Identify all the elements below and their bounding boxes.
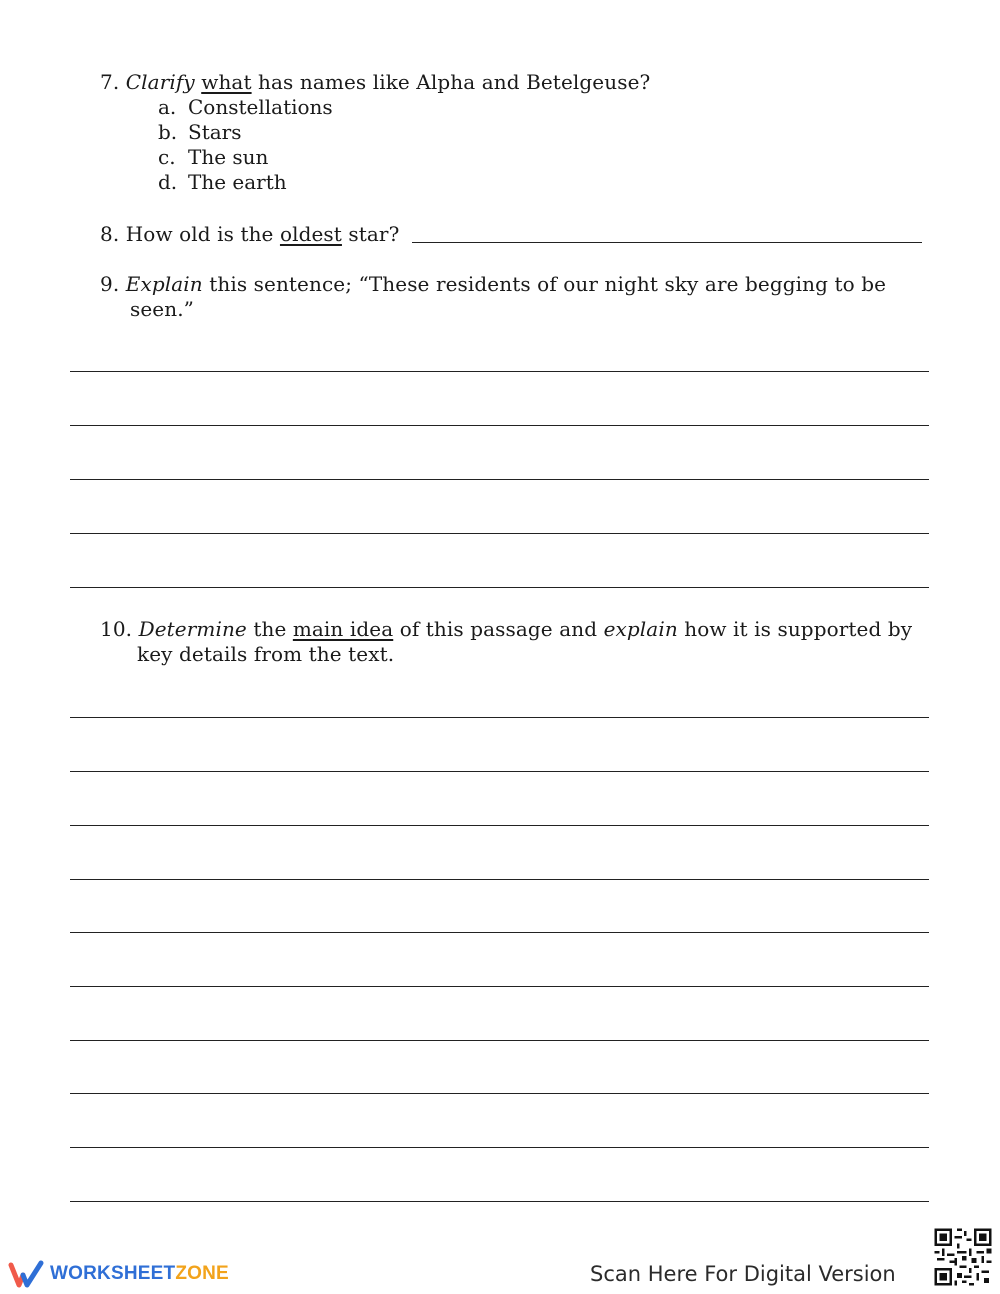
option-text: The sun (188, 145, 269, 169)
question-7 (100, 70, 650, 95)
question-verb: Determine (138, 617, 247, 641)
answer-blank-q8[interactable] (412, 242, 922, 243)
underlined-word: oldest (279, 222, 342, 246)
question-text: has names like Alpha and Betelgeuse? (251, 70, 651, 94)
qr-code-icon[interactable] (932, 1226, 994, 1288)
answer-line[interactable] (70, 1040, 929, 1041)
option-text: Constellations (188, 95, 333, 119)
question-verb: Explain (125, 272, 203, 296)
logo-word-worksheet: WORKSHEET (50, 1263, 176, 1284)
answer-line[interactable] (70, 986, 929, 987)
option-text: The earth (188, 170, 287, 194)
underlined-word: what (201, 70, 252, 94)
answer-line[interactable] (70, 771, 929, 772)
answer-line[interactable] (70, 932, 929, 933)
answer-line[interactable] (70, 1147, 929, 1148)
option-b (158, 120, 242, 145)
option-d (158, 170, 287, 195)
question-10-line-2: key details from the text. (137, 642, 395, 666)
question-text: how it is supported by (677, 617, 913, 641)
option-c (158, 145, 268, 170)
option-a (158, 95, 333, 120)
answer-line[interactable] (70, 1093, 929, 1094)
question-text: How old is the (125, 222, 280, 246)
question-10 (100, 617, 912, 642)
worksheet-zone-logo[interactable] (8, 1258, 229, 1290)
question-number: 8. (100, 222, 120, 246)
answer-line[interactable] (70, 533, 929, 534)
question-number: 9. (100, 272, 120, 296)
answer-line[interactable] (70, 717, 929, 718)
answer-line[interactable] (70, 371, 929, 372)
option-letter: d. (158, 170, 178, 194)
logo-word-zone: ZONE (175, 1263, 229, 1284)
question-verb: explain (603, 617, 678, 641)
question-number: 10. (100, 617, 133, 641)
answer-line[interactable] (70, 425, 929, 426)
question-text: the (246, 617, 293, 641)
option-text: Stars (188, 120, 242, 144)
logo-text (50, 1263, 229, 1285)
question-8 (100, 222, 399, 247)
option-letter: c. (158, 145, 176, 169)
underlined-word: main idea (292, 617, 394, 641)
question-text: star? (341, 222, 400, 246)
question-9-line-2: seen.” (130, 297, 194, 321)
answer-line[interactable] (70, 1201, 929, 1202)
question-verb: Clarify (125, 70, 195, 94)
answer-line[interactable] (70, 879, 929, 880)
logo-icon (8, 1259, 44, 1289)
question-9 (100, 272, 886, 297)
question-number: 7. (100, 70, 120, 94)
answer-line[interactable] (70, 479, 929, 480)
option-letter: b. (158, 120, 178, 144)
answer-line[interactable] (70, 825, 929, 826)
question-text: this sentence; “These residents of our night sky are begging to be (202, 272, 887, 296)
answer-line[interactable] (70, 587, 929, 588)
scan-caption: Scan Here For Digital Version (590, 1262, 896, 1286)
option-letter: a. (158, 95, 177, 119)
question-text: of this passage and (393, 617, 604, 641)
